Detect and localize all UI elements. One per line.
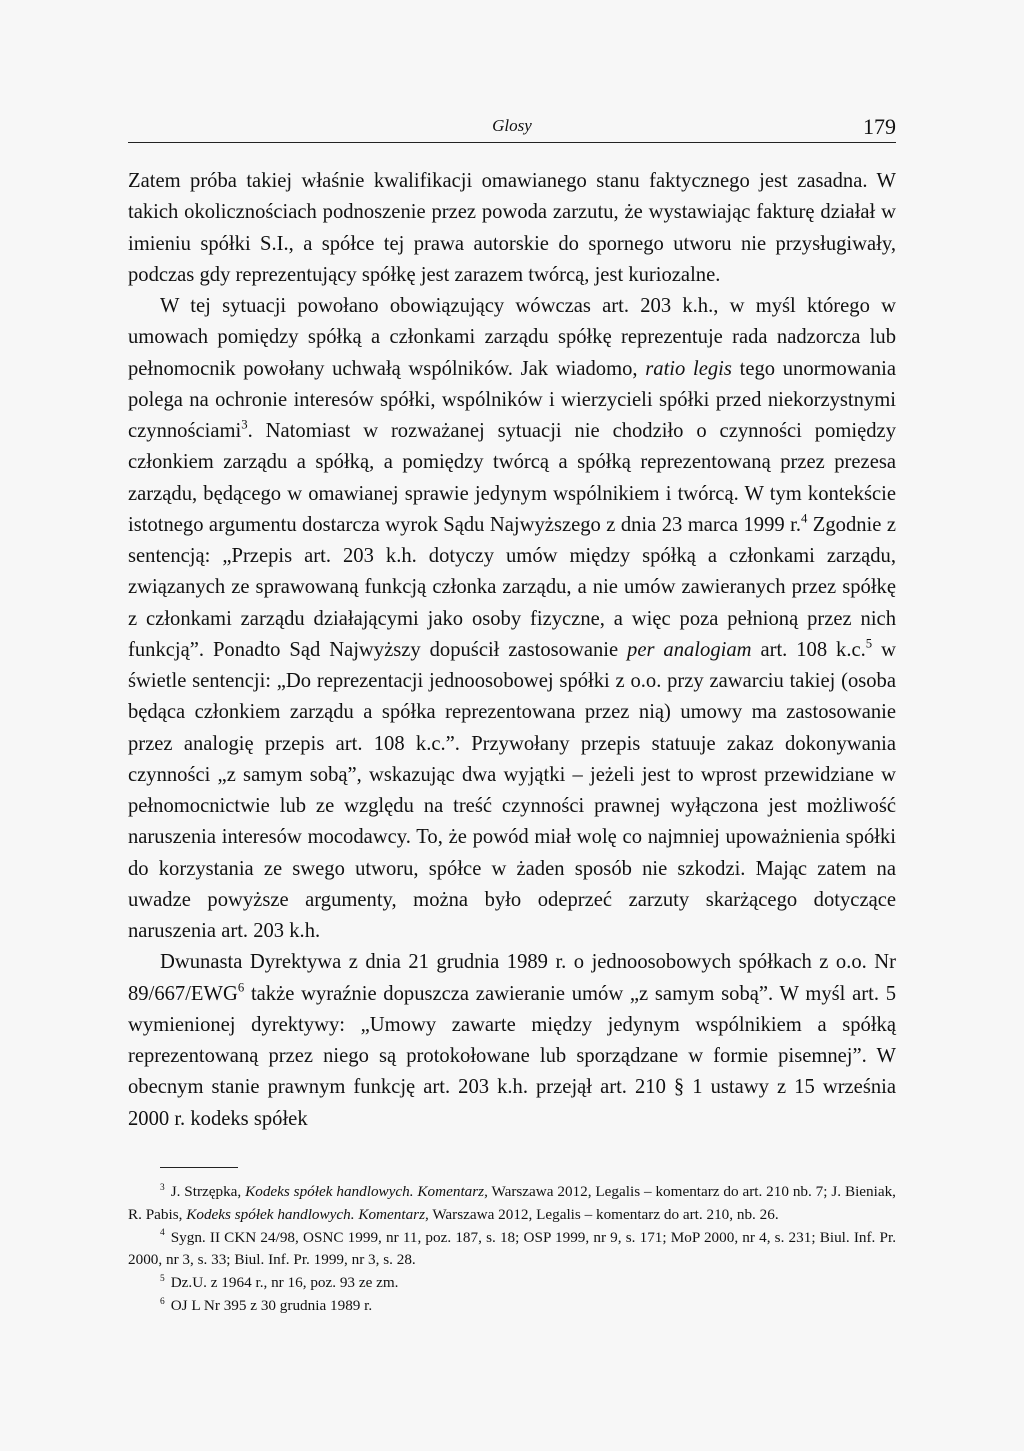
footnote-3-title-2: Kodeks spółek handlowych. Komentarz: [186, 1205, 425, 1223]
footnote-ref-4: 4: [800, 511, 808, 526]
paragraph-3-text-b: także wyraźnie dopuszcza zawieranie umów „z samym sobą”. W myśl art. 5 wymienionej dyrektywy: „Umowy zawarte między jedynym wspólnikiem a spółką reprezentowaną przez niego są protokołowane lub sporządzane w formie pisemnej”. W obecnym stanie prawnym funkcję art. 203 k.h. przejął art. 210 § 1 ustawy z 15 września 2000 r. kodeks spółek: [128, 982, 896, 1130]
footnote-5-text: Dz.U. z 1964 r., nr 16, poz. 93 ze zm.: [170, 1274, 399, 1292]
paragraph-2-text-c: . Natomiast w rozważanej sytuacji nie chodziło o czynności pomiędzy członkiem zarządu a spółką, a pomiędzy twórcą a spółką reprezentowaną przez prezesa zarządu, będącego w omawianej sprawie jedynym wspólnikiem i twórcą. W tym kontekście istotnego argumentu dostarcza wyrok Sądu Najwyższego z dnia 23 marca 1999 r.: [128, 420, 896, 536]
paragraph-2-text-a: W tej sytuacji powołano obowiązujący wówczas art. 203 k.h., w myśl którego w umowach pomiędzy spółką a członkami zarządu spółkę reprezentuje rada nadzorcza lub pełnomocnik powołany uchwałą wspólników. Jak wiadomo,: [128, 295, 896, 380]
footnote-6-text: OJ L Nr 395 z 30 grudnia 1989 r.: [170, 1296, 373, 1314]
running-title: Glosy: [492, 116, 532, 135]
footnotes: [128, 1181, 896, 1318]
footnote-5: [128, 1272, 896, 1295]
footnote-3-text-c: , Warszawa 2012, Legalis – komentarz do art. 210, nb. 26.: [425, 1205, 779, 1223]
paragraph-3: [128, 947, 896, 1135]
footnote-3-text-b: , Warszawa 2012, Legalis – komentarz do art. 210 nb. 7; J. Bieniak, R. Pabis,: [128, 1183, 896, 1223]
page-number: 179: [863, 114, 896, 139]
paragraph-2-text-f: w świetle sentencji: „Do reprezentacji jednoosobowej spółki z o.o. przy zawarciu takiej (osoba będąca członkiem zarządu a spółka reprezentowana przez nią) umowy ma zastosowanie przez analogię przepis art. 108 k.c.”. Przywołany przepis statuuje zakaz dokonywania czynności „z samym sobą”, wskazując dwa wyjątki – jeżeli jest to wprost przewidziane w pełnomocnictwie lub ze względu na treść czynności prawnej wyłączona jest możliwość naruszenia interesów mocodawcy. To, że powód miał wolę co najmniej upoważnienia spółki do korzystania ze swego utworu, spółce w żaden sposób nie szkodzi. Mając zatem na uwadze powyższe argumenty, można było odeprzeć zarzuty skarżącego dotyczące naruszenia art. 203 k.h.: [128, 638, 896, 942]
paragraph-3-text-a: Dwunasta Dyrektywa z dnia 21 grudnia 1989 r. o jednoosobowych spółkach z o.o. Nr 89/667/EWG: [128, 951, 896, 1005]
footnote-ref-3: 3: [241, 417, 248, 432]
body-text: [128, 166, 896, 1135]
footnote-ref-6: 6: [237, 980, 245, 995]
footnote-6-mark: 6: [160, 1296, 165, 1307]
footnote-3-text-a: J. Strzępka,: [170, 1183, 246, 1200]
paragraph-2-text-d: Zgodnie z sentencją: „Przepis art. 203 k.h. dotyczy umów między spółką a członkami zarządu, związanych ze sprawowaną funkcją członka zarządu, a nie umów zawieranych przez spółkę z członkami zarządu działającymi jako osoby fizyczne, a więc poza pełnioną przez nich funkcją”. Ponadto Sąd Najwyższy dopuścił zastosowanie: [128, 513, 896, 661]
paragraph-1-text: Zatem próba takiej właśnie kwalifikacji omawianego stanu faktycznego jest zasadna. W takich okolicznościach podnoszenie przez powoda zarzutu, że wystawiając fakturę działał w imieniu spółki S.I., a spółce tej prawa autorskie do spornego utworu nie przysługiwały, podczas gdy reprezentujący spółkę jest zarazem twórcą, jest kuriozalne.: [128, 170, 896, 286]
footnote-4: [128, 1227, 896, 1273]
footnote-4-mark: 4: [160, 1228, 165, 1239]
per-analogiam-italic: per analogiam: [627, 638, 752, 661]
footnote-4-text: Sygn. II CKN 24/98, OSNC 1999, nr 11, poz. 187, s. 18; OSP 1999, nr 9, s. 171; MoP 2000, nr 4, s. 231; Biul. Inf. Pr. 2000, nr 3, s. 33; Biul. Inf. Pr. 1999, nr 3, s. 28.: [128, 1228, 896, 1269]
footnote-3: [128, 1181, 896, 1227]
paragraph-1: [128, 166, 896, 291]
paragraph-2-text-e: art. 108 k.c.: [751, 638, 866, 661]
footnote-ref-5: 5: [865, 636, 873, 651]
footnote-3-mark: 3: [160, 1182, 165, 1193]
ratio-legis-italic: ratio legis: [645, 357, 732, 380]
footnote-separator: [160, 1167, 238, 1168]
footnote-5-mark: 5: [160, 1274, 165, 1285]
page-header: [128, 112, 896, 143]
paragraph-2-text-b: tego unormowania polega na ochronie interesów spółki, wspólników i wierzycieli spółki przed niekorzystnymi czynnościami: [128, 357, 896, 442]
paragraph-2: [128, 291, 896, 947]
footnote-6: [128, 1295, 896, 1318]
footnote-3-title-1: Kodeks spółek handlowych. Komentarz: [245, 1183, 485, 1200]
